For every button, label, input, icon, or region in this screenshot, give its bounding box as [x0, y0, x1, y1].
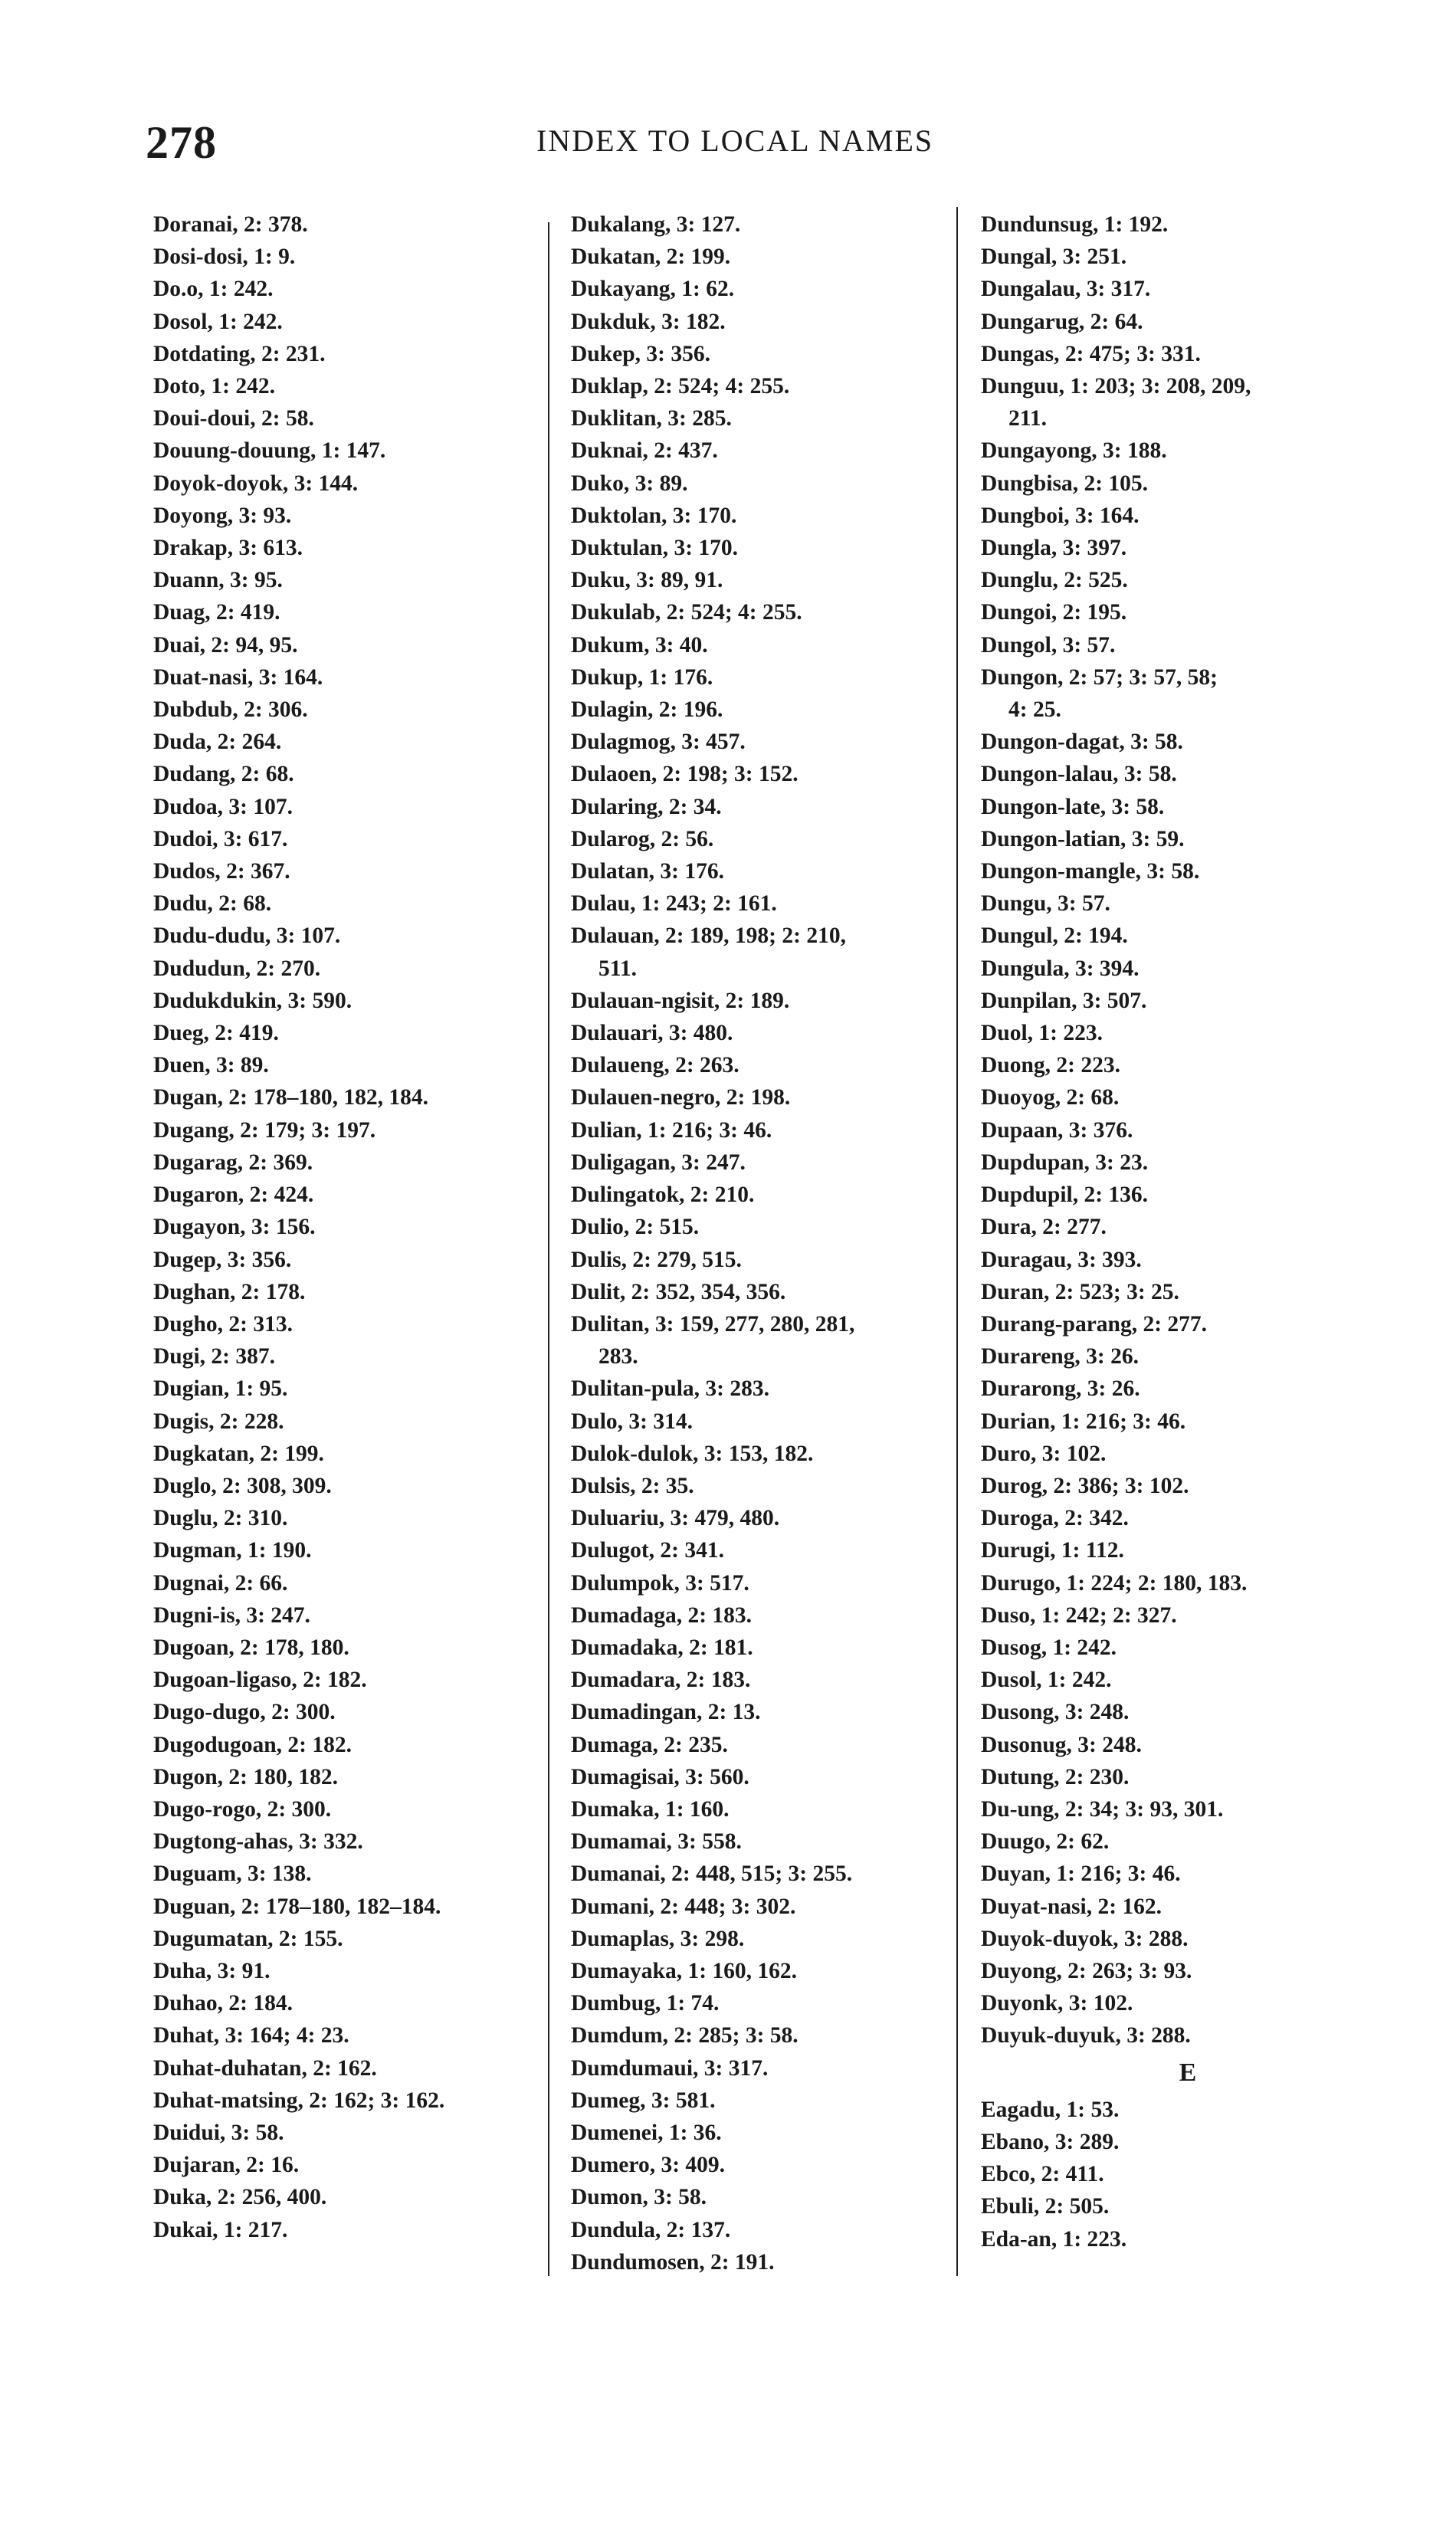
index-entry: Dungayong, 3: 188.: [981, 438, 1167, 464]
index-entry: Ebano, 3: 289.: [981, 2129, 1120, 2154]
index-entry: Dulagin, 2: 196.: [571, 697, 723, 723]
index-entry: Duglo, 2: 308, 309.: [153, 1473, 332, 1498]
index-entry: Duda, 2: 264.: [153, 730, 282, 755]
index-entry: Dungas, 2: 475; 3: 331.: [981, 341, 1201, 366]
index-entry: Duidui, 3: 58.: [153, 2120, 284, 2145]
index-entry: Dumagisai, 3: 560.: [571, 1764, 749, 1789]
index-entry: Dubdub, 2: 306.: [153, 697, 308, 723]
index-entry: Dungarug, 2: 64.: [981, 309, 1143, 334]
index-entry: Dudoa, 3: 107.: [153, 794, 293, 819]
index-entry: Dugtong-ahas, 3: 332.: [153, 1829, 363, 1855]
index-entry: Dupdupil, 2: 136.: [981, 1182, 1149, 1208]
index-entry: Dungon-late, 3: 58.: [981, 794, 1165, 819]
index-entry: Dumdum, 2: 285; 3: 58.: [571, 2023, 799, 2048]
index-entry: Dumayaka, 1: 160, 162.: [571, 1958, 798, 1983]
index-entry: Dungalau, 3: 317.: [981, 277, 1151, 302]
index-entry: Duyat-nasi, 2: 162.: [981, 1894, 1163, 1919]
index-entry: Duong, 2: 223.: [981, 1053, 1120, 1078]
index-entry: Dulauan-ngisit, 2: 189.: [571, 988, 790, 1013]
index-entry: Durang-parang, 2: 277.: [981, 1311, 1208, 1337]
index-entry: Dulauen-negro, 2: 198.: [571, 1085, 791, 1110]
index-entry: Dusog, 1: 242.: [981, 1635, 1117, 1660]
index-entry: Duat-nasi, 3: 164.: [153, 664, 323, 690]
page-number: 278: [146, 117, 217, 168]
index-entry: Dudang, 2: 68.: [153, 762, 294, 787]
index-entry: Dumamai, 3: 558.: [571, 1829, 742, 1855]
index-entry: Duko, 3: 89.: [571, 471, 688, 496]
index-entry: Duyonk, 3: 102.: [981, 1991, 1133, 2016]
index-entry: Doui-doui, 2: 58.: [153, 406, 314, 431]
index-entry: Dudu, 2: 68.: [153, 891, 272, 917]
index-entry: Dunpilan, 3: 507.: [981, 988, 1147, 1013]
index-entry: Dumenei, 1: 36.: [571, 2120, 722, 2145]
index-entry: Durog, 2: 386; 3: 102.: [981, 1473, 1189, 1498]
index-entry: Dukayang, 1: 62.: [571, 277, 735, 302]
index-entry: Dumadaga, 2: 183.: [571, 1602, 753, 1628]
index-entry: Duligagan, 3: 247.: [571, 1150, 746, 1175]
index-entry: Dura, 2: 277.: [981, 1215, 1107, 1240]
index-entry: Duguam, 3: 138.: [153, 1861, 312, 1887]
index-entry: Dudos, 2: 367.: [153, 859, 290, 884]
index-entry: Duai, 2: 94, 95.: [153, 632, 298, 658]
index-entry: Dukatan, 2: 199.: [571, 244, 731, 270]
index-entry: Dugman, 1: 190.: [153, 1538, 312, 1563]
index-entry: Dungon-lalau, 3: 58.: [981, 762, 1177, 787]
index-entry-continuation: 211.: [1008, 406, 1047, 431]
index-entry: Duyan, 1: 216; 3: 46.: [981, 1861, 1181, 1887]
index-column-1: [153, 208, 536, 2246]
index-entry: Dugarag, 2: 369.: [153, 1150, 313, 1175]
index-entry: Duyong, 2: 263; 3: 93.: [981, 1958, 1192, 1983]
index-entry: Dulok-dulok, 3: 153, 182.: [571, 1441, 814, 1466]
index-entry: Doyok-doyok, 3: 144.: [153, 471, 359, 496]
index-entry: Dududun, 2: 270.: [153, 956, 321, 981]
index-entry: Dudu-dudu, 3: 107.: [153, 923, 341, 949]
index-entry: Dumaka, 1: 160.: [571, 1796, 730, 1822]
index-entry: Doto, 1: 242.: [153, 374, 275, 399]
index-entry: Dupdupan, 3: 23.: [981, 1150, 1149, 1175]
index-entry: Dugon, 2: 180, 182.: [153, 1764, 338, 1789]
index-entry: Duka, 2: 256, 400.: [153, 2185, 327, 2210]
index-entry: Dularing, 2: 34.: [571, 794, 722, 819]
index-entry: Dungul, 2: 194.: [981, 923, 1128, 949]
index-entry: Dunglu, 2: 525.: [981, 568, 1128, 593]
index-entry: Durugi, 1: 112.: [981, 1538, 1124, 1563]
index-entry: Dungu, 3: 57.: [981, 891, 1110, 917]
index-entry: Duag, 2: 419.: [153, 600, 280, 625]
index-entry: Dungon-dagat, 3: 58.: [981, 730, 1183, 755]
index-entry: Duen, 3: 89.: [153, 1053, 269, 1078]
index-entry: Dugho, 2: 313.: [153, 1311, 293, 1337]
index-entry: Dugo-dugo, 2: 300.: [153, 1700, 336, 1725]
index-entry: Dugo-rogo, 2: 300.: [153, 1796, 332, 1822]
index-entry: Ebuli, 2: 505.: [981, 2194, 1110, 2219]
index-entry: Dumdumaui, 3: 317.: [571, 2055, 769, 2081]
index-entry: Dumani, 2: 448; 3: 302.: [571, 1894, 796, 1919]
index-entry: Dugang, 2: 179; 3: 197.: [153, 1117, 376, 1143]
index-entry: Dumadara, 2: 183.: [571, 1668, 751, 1693]
index-entry: Douung-douung, 1: 147.: [153, 438, 386, 464]
index-entry: Dusonug, 3: 248.: [981, 1732, 1142, 1757]
index-entry: Duklitan, 3: 285.: [571, 406, 732, 431]
index-entry: Dumbug, 1: 74.: [571, 1991, 720, 2016]
index-entry: Duso, 1: 242; 2: 327.: [981, 1602, 1177, 1628]
index-entry: Duhao, 2: 184.: [153, 1991, 293, 2016]
index-entry: Dulagmog, 3: 457.: [571, 730, 746, 755]
index-entry: Dundumosen, 2: 191.: [571, 2249, 775, 2275]
index-entry: Duktulan, 3: 170.: [571, 536, 739, 561]
index-entry: Dumero, 3: 409.: [571, 2153, 726, 2178]
index-entry: Durarong, 3: 26.: [981, 1376, 1140, 1402]
index-entry: Dumeg, 3: 581.: [571, 2088, 716, 2113]
index-entry: Dutung, 2: 230.: [981, 1764, 1130, 1789]
index-entry: Du-ung, 2: 34; 3: 93, 301.: [981, 1796, 1224, 1822]
index-entry: Dukep, 3: 356.: [571, 341, 710, 366]
index-entry: Duluariu, 3: 479, 480.: [571, 1506, 780, 1531]
index-entry: Dusol, 1: 242.: [981, 1668, 1112, 1693]
index-entry: Drakap, 3: 613.: [153, 536, 303, 561]
index-entry: Duhat-duhatan, 2: 162.: [153, 2055, 377, 2081]
index-entry: Doyong, 3: 93.: [153, 503, 292, 528]
index-entry: Dugodugoan, 2: 182.: [153, 1732, 353, 1757]
index-entry: Duroga, 2: 342.: [981, 1506, 1129, 1531]
index-entry: Durareng, 3: 26.: [981, 1344, 1139, 1369]
index-entry: Dungon-latian, 3: 59.: [981, 826, 1185, 851]
index-entry-continuation: 283.: [598, 1344, 638, 1369]
index-entry: Dosol, 1: 242.: [153, 309, 283, 334]
index-entry: Dugayon, 3: 156.: [153, 1215, 316, 1240]
index-entry: Duyok-duyok, 3: 288.: [981, 1926, 1189, 1951]
index-entry: Duran, 2: 523; 3: 25.: [981, 1279, 1179, 1304]
index-column-2: [571, 208, 962, 2278]
index-entry: Dulio, 2: 515.: [571, 1215, 700, 1240]
index-entry: Dundula, 2: 137.: [571, 2217, 731, 2242]
index-entry: Eagadu, 1: 53.: [981, 2097, 1120, 2122]
index-entry: Dulugot, 2: 341.: [571, 1538, 724, 1563]
index-entry: Duyuk-duyuk, 3: 288.: [981, 2023, 1191, 2048]
index-entry: Duklap, 2: 524; 4: 255.: [571, 374, 790, 399]
index-entry: Ebco, 2: 411.: [981, 2162, 1104, 2187]
index-entry: Duha, 3: 91.: [153, 1958, 271, 1983]
index-entry: Duglu, 2: 310.: [153, 1506, 288, 1531]
index-entry: Dugaron, 2: 424.: [153, 1182, 314, 1208]
index-entry: Dungboi, 3: 164.: [981, 503, 1140, 528]
column-divider: [548, 222, 549, 2276]
index-entry: Dungon, 2: 57; 3: 57, 58;: [981, 664, 1218, 690]
index-entry: Dudoi, 3: 617.: [153, 826, 288, 851]
index-entry: Dukalang, 3: 127.: [571, 212, 741, 237]
index-entry: Dugan, 2: 178–180, 182, 184.: [153, 1085, 428, 1110]
index-entry: Dunguu, 1: 203; 3: 208, 209,: [981, 374, 1251, 399]
index-entry: Dosi-dosi, 1: 9.: [153, 244, 296, 270]
index-entry: Dulis, 2: 279, 515.: [571, 1247, 742, 1272]
index-entry: Duhat, 3: 164; 4: 23.: [153, 2023, 349, 2048]
index-entry: Dukduk, 3: 182.: [571, 309, 726, 334]
index-entry: Dulitan-pula, 3: 283.: [571, 1376, 769, 1402]
index-entry: Dulumpok, 3: 517.: [571, 1570, 749, 1596]
index-entry: Duhat-matsing, 2: 162; 3: 162.: [153, 2088, 445, 2113]
index-entry: Dulau, 1: 243; 2: 161.: [571, 891, 777, 917]
index-entry: Dumaga, 2: 235.: [571, 1732, 728, 1757]
index-entry: Dulatan, 3: 176.: [571, 859, 724, 884]
index-entry: Duknai, 2: 437.: [571, 438, 718, 464]
index-entry: Dughan, 2: 178.: [153, 1279, 306, 1304]
index-entry: Duguan, 2: 178–180, 182–184.: [153, 1894, 441, 1919]
index-entry: Duol, 1: 223.: [981, 1021, 1103, 1046]
index-entry: Dulian, 1: 216; 3: 46.: [571, 1117, 772, 1143]
index-entry: Dumanai, 2: 448, 515; 3: 255.: [571, 1861, 853, 1887]
index-entry: Dularog, 2: 56.: [571, 826, 714, 851]
index-entry: Dulitan, 3: 159, 277, 280, 281,: [571, 1311, 855, 1337]
section-letter-heading: E: [1179, 2058, 1197, 2087]
index-entry: Dukup, 1: 176.: [571, 664, 713, 690]
index-entry: Dungula, 3: 394.: [981, 956, 1140, 981]
index-column-3: [981, 208, 1395, 2255]
index-entry: Dukai, 1: 217.: [153, 2217, 288, 2242]
index-entry-continuation: 511.: [598, 956, 637, 981]
index-entry: Doranai, 2: 378.: [153, 212, 308, 237]
index-entry: Dukum, 3: 40.: [571, 632, 708, 658]
index-entry: Dulo, 3: 314.: [571, 1409, 693, 1434]
index-entry: Dulsis, 2: 35.: [571, 1473, 694, 1498]
index-entry: Dumaplas, 3: 298.: [571, 1926, 745, 1951]
index-entry: Duann, 3: 95.: [153, 568, 283, 593]
index-entry: Dugep, 3: 356.: [153, 1247, 292, 1272]
index-entry: Do.o, 1: 242.: [153, 277, 274, 302]
index-entry: Duku, 3: 89, 91.: [571, 568, 723, 593]
index-entry: Dugumatan, 2: 155.: [153, 1926, 343, 1951]
running-head-title: INDEX TO LOCAL NAMES: [536, 123, 934, 158]
index-entry: Dundunsug, 1: 192.: [981, 212, 1169, 237]
index-entry: Dulaueng, 2: 263.: [571, 1053, 739, 1078]
index-entry-continuation: 4: 25.: [1008, 697, 1061, 723]
index-entry: Dugoan, 2: 178, 180.: [153, 1635, 349, 1660]
index-entry: Durugo, 1: 224; 2: 180, 183.: [981, 1570, 1248, 1596]
index-entry: Dugnai, 2: 66.: [153, 1570, 288, 1596]
index-entry: Dugis, 2: 228.: [153, 1409, 284, 1434]
index-entry: Dugian, 1: 95.: [153, 1376, 288, 1402]
index-entry: Dusong, 3: 248.: [981, 1700, 1130, 1725]
index-entry: Dulauari, 3: 480.: [571, 1021, 733, 1046]
index-entry: Duragau, 3: 393.: [981, 1247, 1142, 1272]
index-entry: Durian, 1: 216; 3: 46.: [981, 1409, 1186, 1434]
index-entry: Dumadingan, 2: 13.: [571, 1700, 761, 1725]
index-entry: Dungbisa, 2: 105.: [981, 471, 1149, 496]
index-entry: Dulauan, 2: 189, 198; 2: 210,: [571, 923, 846, 949]
index-entry: Dulaoen, 2: 198; 3: 152.: [571, 762, 799, 787]
index-entry: Dumon, 3: 58.: [571, 2185, 707, 2210]
index-entry: Duugo, 2: 62.: [981, 1829, 1110, 1855]
index-entry: Dugi, 2: 387.: [153, 1344, 275, 1369]
index-entry: Duktolan, 3: 170.: [571, 503, 737, 528]
index-entry: Dupaan, 3: 376.: [981, 1117, 1133, 1143]
index-entry: Dotdating, 2: 231.: [153, 341, 326, 366]
index-entry: Dugoan-ligaso, 2: 182.: [153, 1668, 367, 1693]
index-entry: Dugkatan, 2: 199.: [153, 1441, 324, 1466]
index-entry: Dujaran, 2: 16.: [153, 2153, 300, 2178]
index-entry: Dungol, 3: 57.: [981, 632, 1116, 658]
index-entry: Dueg, 2: 419.: [153, 1021, 279, 1046]
index-entry: Dungon-mangle, 3: 58.: [981, 859, 1200, 884]
index-entry: Dungal, 3: 251.: [981, 244, 1127, 270]
index-entry: Dungoi, 2: 195.: [981, 600, 1127, 625]
index-entry: Dukulab, 2: 524; 4: 255.: [571, 600, 802, 625]
index-entry: Eda-an, 1: 223.: [981, 2226, 1127, 2252]
index-entry: Duro, 3: 102.: [981, 1441, 1107, 1466]
index-entry: Dungla, 3: 397.: [981, 536, 1127, 561]
index-entry: Dulingatok, 2: 210.: [571, 1182, 755, 1208]
index-entry: Dulit, 2: 352, 354, 356.: [571, 1279, 786, 1304]
index-entry: Duoyog, 2: 68.: [981, 1085, 1120, 1110]
index-entry: Dugni-is, 3: 247.: [153, 1602, 310, 1628]
index-entry: Dumadaka, 2: 181.: [571, 1635, 753, 1660]
index-entry: Dudukdukin, 3: 590.: [153, 988, 353, 1013]
